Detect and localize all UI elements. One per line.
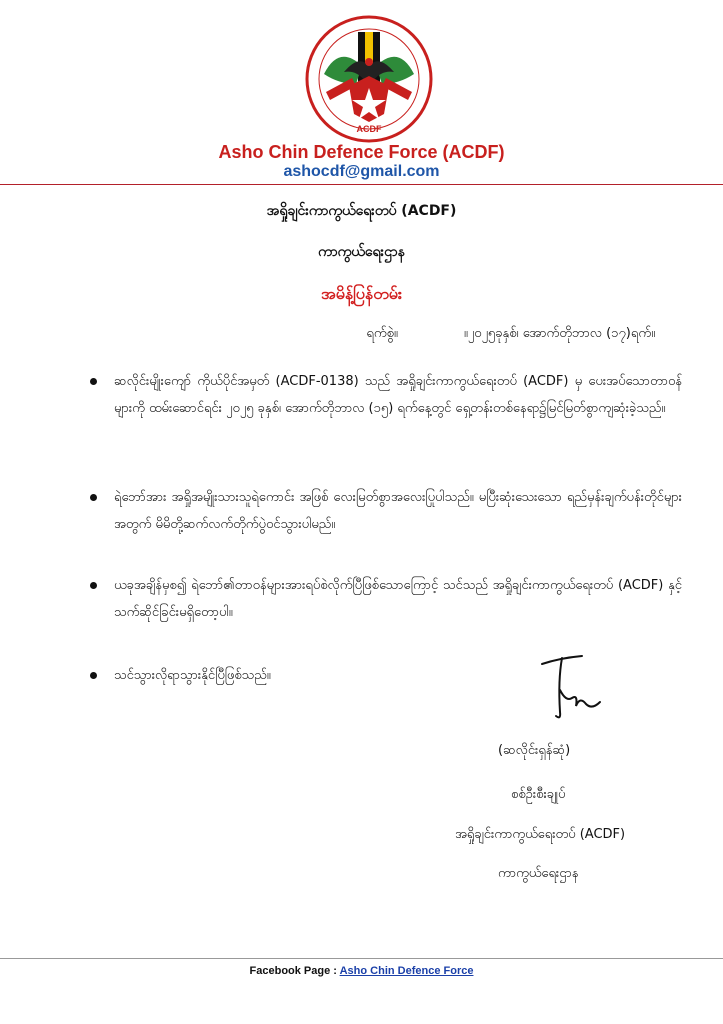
- signatory-name: (ဆလိုင်းရှန်ဆုံ): [498, 743, 571, 758]
- order-item-text: ယခုအချိန်မှစ၍ ရဲဘော်၏တာဝန်များအားရပ်စဲလိုက်ပြီဖြစ်သောကြောင့် သင်သည် အရှိုချင်းကာကွယ်ရေးတပ် (ACDF) နှင့်သက်ဆိုင်ခြင်းမရှိတော့ပါ။: [114, 578, 682, 620]
- order-item: [88, 484, 682, 538]
- reference-date-row: [366, 325, 655, 344]
- title-order: အမိန့်ပြန်တမ်း: [321, 284, 402, 303]
- footer: [0, 965, 723, 977]
- header-divider: [0, 184, 723, 185]
- bullet-dot-icon: [90, 494, 97, 501]
- logo-badge-text: ACDF: [356, 124, 382, 134]
- acdf-logo: [304, 14, 434, 144]
- title-organization: အရှိုချင်းကာကွယ်ရေးတပ် (ACDF): [266, 203, 457, 219]
- order-item-text: သင်သွားလိုရာသွားနိုင်ပြီဖြစ်သည်။: [114, 668, 271, 683]
- bullet-dot-icon: [90, 378, 97, 385]
- date-value: ။၂၀၂၅ခုနှစ်၊ အောက်တိုဘာလ (၁၇)ရက်။: [463, 326, 655, 341]
- signatory-title: စစ်ဦးစီးချုပ်: [511, 787, 566, 802]
- order-item: [88, 368, 682, 422]
- order-item-text: ရဲဘော်အား အရှိုအမျိုးသားသူရဲကောင်း အဖြစ် လေးမြတ်စွာအလေးပြုပါသည်။ မပြီးဆုံးသေးသော ရည်မှန်းချက်ပန်းတိုင်များအတွက် မိမိတို့ဆက်လက်တိုက်ပွဲဝင်သွားပါမည်။: [114, 490, 682, 532]
- order-item: [88, 572, 682, 626]
- footer-label: Facebook Page :: [249, 965, 337, 977]
- facebook-page-link[interactable]: Asho Chin Defence Force: [339, 965, 474, 977]
- handwritten-signature: [530, 650, 620, 730]
- organization-email[interactable]: ashocdf@gmail.com: [283, 163, 440, 180]
- footer-divider: [0, 958, 723, 959]
- bullet-dot-icon: [90, 672, 97, 679]
- signatory-organization: အရှိုချင်းကာကွယ်ရေးတပ် (ACDF): [455, 827, 626, 842]
- signatory-department: ကာကွယ်ရေးဌာန: [498, 866, 579, 881]
- bullet-dot-icon: [90, 582, 97, 589]
- order-item-text: ဆလိုင်းမျိုးကျော် ကိုယ်ပိုင်အမှတ် (ACDF-0138) သည် အရှိုချင်းကာကွယ်ရေးတပ် (ACDF) မှ ပေးအပ်သောတာဝန်များကို ထမ်းဆောင်ရင်း ၂၀၂၅ ခုနှစ်၊ အောက်တိုဘာလ (၁၅) ရက်နေ့တွင် ရှေ့တန်းတစ်နေရာ၌မြင်မြတ်စွာကျဆုံးခဲ့သည်။: [114, 374, 682, 416]
- date-label: ရက်စွဲ။: [366, 326, 398, 341]
- organization-name: Asho Chin Defence Force (ACDF): [218, 142, 505, 162]
- title-department: ကာကွယ်ရေးဌာန: [318, 244, 405, 260]
